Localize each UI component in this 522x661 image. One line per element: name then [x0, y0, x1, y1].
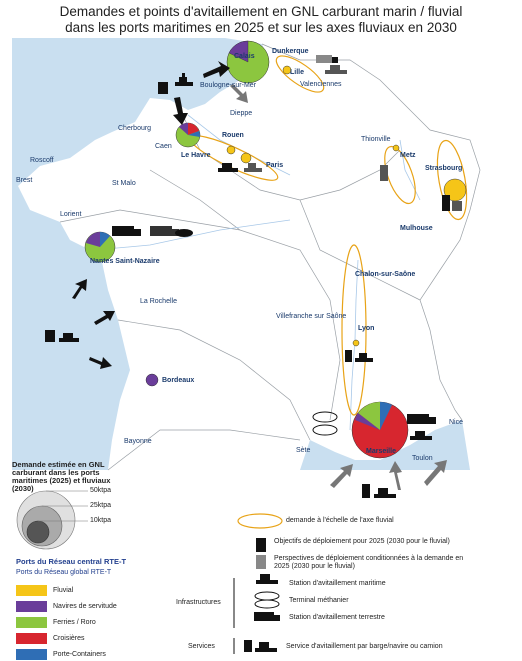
terminal-icon [313, 412, 337, 435]
legend-label-servitude: Navires de servitude [53, 603, 117, 610]
label-cherbourg: Cherbourg [118, 125, 152, 132]
label-lehavre: Le Havre [181, 152, 211, 159]
label-rouen: Rouen [222, 132, 244, 139]
legend-objectives-text: Objectifs de déploiement pour 2025 (2030 pour le fluvial) [274, 538, 450, 545]
pie-bordeaux [146, 374, 158, 386]
truck-icon [112, 226, 141, 236]
label-dunkerque: Dunkerque [272, 48, 309, 55]
legend-size-50: 50ktpa [90, 487, 112, 494]
label-bordeaux: Bordeaux [162, 377, 195, 384]
legend-size-circles [17, 491, 88, 549]
legend-demand-title: Demande estimée en GNL carburant dans les ports maritimes (2025) et fluviaux (2030) [12, 460, 111, 493]
label-caen: Caen [155, 143, 172, 150]
legend-swatch-servitude [16, 601, 47, 612]
label-dieppe: Dieppe [230, 110, 253, 117]
label-chalon: Chalon-sur-Saône [355, 271, 416, 278]
legend-axis-text: demande à l'échelle de l'axe fluvial [286, 517, 394, 524]
legend-terminal: Terminal méthanier [289, 597, 349, 604]
pie-paris [241, 153, 251, 163]
legend-axis-ellipse [238, 514, 282, 528]
pie-metz [393, 145, 399, 151]
truck-icon [316, 55, 338, 63]
label-roscoff: Roscoff [30, 157, 54, 164]
sea [12, 38, 268, 470]
legend-objectives-swatch [256, 538, 266, 552]
legend-label-fluvial: Fluvial [53, 587, 74, 594]
legend-infrastructures: Infrastructures [176, 599, 221, 606]
truck-icon [150, 226, 179, 236]
label-sete: Sète [296, 447, 311, 454]
ship-icon [325, 65, 347, 74]
label-thionville: Thionville [361, 136, 391, 143]
legend-station-terrestre: Station d'avitaillement terrestre [289, 614, 385, 621]
axis-ellipses [186, 50, 471, 415]
label-nice: Nice [449, 419, 464, 426]
legend-central: Ports du Réseau central RTE-T [16, 557, 127, 566]
truck-icon [407, 414, 436, 424]
pie-lyon [353, 340, 359, 346]
ship-icon [345, 350, 373, 362]
label-stmalo: St Malo [112, 180, 136, 187]
legend-label-croisieres: Croisières [53, 635, 85, 642]
legend-services: Services [188, 643, 215, 650]
title-line-1: Demandes et points d'avitaillement en GNL carburant marin / fluvial [59, 4, 463, 19]
legend-symbols [234, 514, 282, 654]
legend-station-maritime-icon [256, 574, 278, 584]
label-paris: Paris [266, 162, 284, 169]
legend-swatch-fluvial [16, 585, 47, 596]
legend-label-containers: Porte-Containers [53, 651, 106, 658]
label-lille: Lille [290, 69, 305, 76]
legend-swatch-croisieres [16, 633, 47, 644]
label-mulhouse: Mulhouse [400, 225, 433, 232]
label-larochelle: La Rochelle [140, 298, 177, 305]
label-metz: Metz [400, 152, 416, 159]
legend-service-icon [244, 640, 277, 652]
label-villefranche: Villefranche sur Saône [276, 313, 347, 320]
legend-service-barge: Service d'avitaillement par barge/navire ou camion [286, 643, 443, 650]
legend-perspectives-swatch [256, 555, 266, 569]
legend-perspectives-text: Perspectives de déploiement conditionnées à la demande en 2025 (2030 pour le fluvial) [274, 555, 464, 570]
ship-icon [244, 163, 262, 172]
station-icon [158, 82, 168, 94]
legend-size-10: 10ktpa [90, 517, 112, 524]
label-bayonne: Bayonne [124, 438, 152, 445]
legend-truck-icon [254, 612, 280, 621]
pie-calais [227, 41, 269, 83]
title-line-2: dans les ports maritimes en 2025 et sur les axes fluviaux en 2030 [65, 20, 457, 35]
terminal-icon [175, 229, 193, 237]
legend-swatch-ferries [16, 617, 47, 628]
legend-global: Ports du Réseau global RTE-T [16, 569, 112, 576]
pie-le-havre [176, 123, 200, 147]
label-toulon: Toulon [412, 455, 433, 462]
pie-rouen [227, 146, 235, 154]
label-boulogne: Boulogne-sur-Mer [200, 82, 257, 89]
legend-label-ferries: Ferries / Roro [53, 619, 96, 626]
ship-icon [362, 484, 396, 498]
label-lorient: Lorient [60, 211, 82, 218]
label-valenciennes: Valenciennes [300, 81, 342, 88]
legend-size-25: 25ktpa [90, 502, 112, 509]
station-icon [380, 165, 388, 181]
label-strasbourg: Strasbourg [425, 165, 463, 172]
label-calais: Calais [234, 53, 255, 60]
legend-swatch-containers [16, 649, 47, 660]
legend-station-maritime: Station d'avitaillement maritime [289, 580, 386, 587]
label-brest: Brest [16, 177, 33, 184]
label-nantes: Nantes Saint-Nazaire [90, 258, 160, 265]
label-lyon: Lyon [358, 325, 375, 332]
label-marseille: Marseille [366, 448, 396, 455]
legend-terminal-icon [255, 592, 279, 608]
